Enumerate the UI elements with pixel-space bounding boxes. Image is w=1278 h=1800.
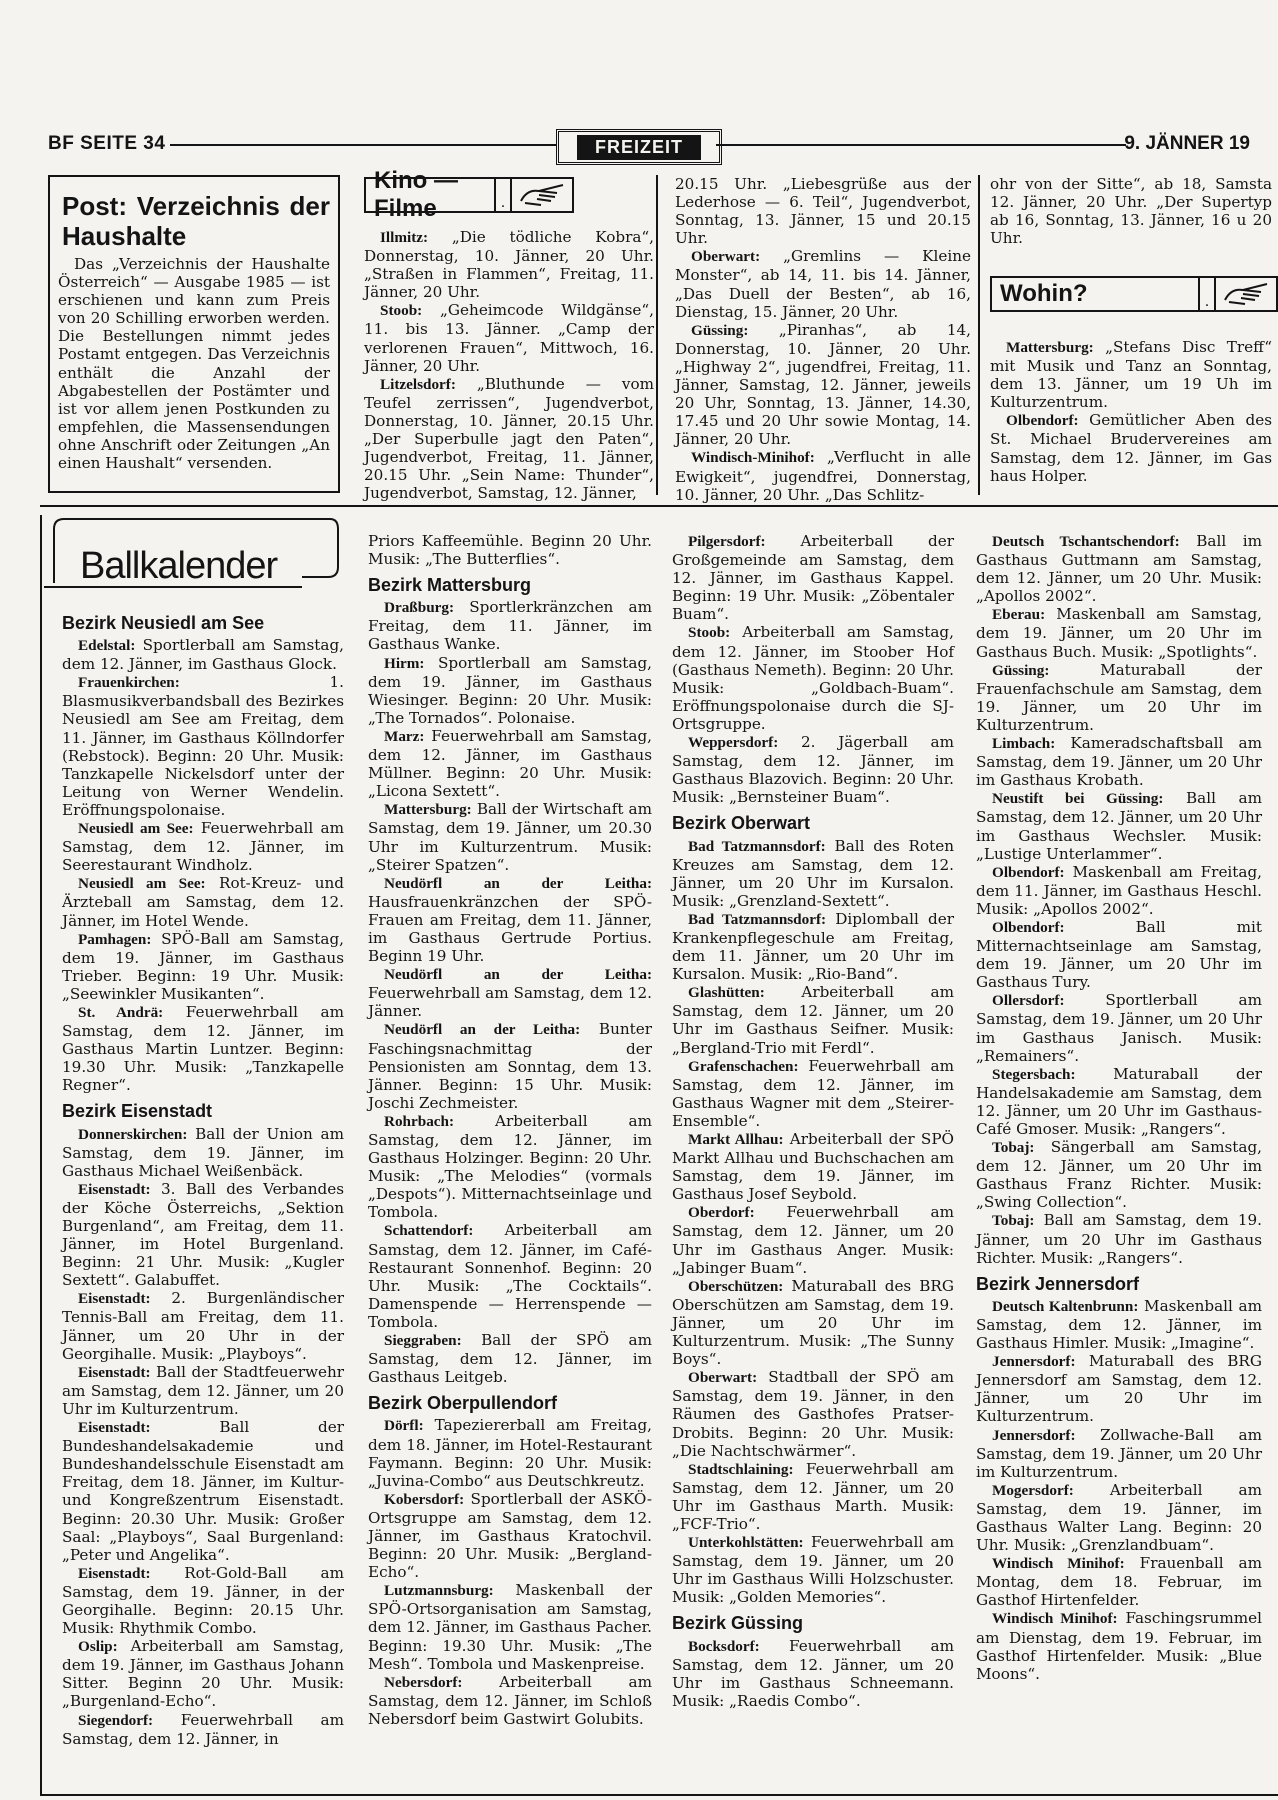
post-body: Das „Verzeichnis der Haushalte Österreich“ — Ausgabe 1985 — ist erschienen und kann zum Preis von 20 Schilling erworben werden. Die Bestellungen nimmt jedes Postamt entgegen. Das Verzeichnis enthält die Anzahl der Abgabestellen der Postämter und ist vor allem jenen Postkunden zu empfehlen, die Massensendungen ohne Anschrift oder Zeitungen „An einen Haushalt“ versenden. — [58, 255, 330, 473]
post-article — [48, 175, 340, 493]
event-place: Eisenstadt: — [78, 1290, 151, 1308]
event-entry — [62, 1637, 344, 1710]
event-place: Dörfl: — [384, 1417, 424, 1435]
event-place: Deutsch Tschantschendorf: — [992, 533, 1180, 550]
event-text: Arbeiterball am Samstag, dem 12. Jänner, im Gasthaus Holzinger. Beginn: 20 Uhr. Musik: „The Melodies“ (vormals „Despots“). Mitternachtseinlage und Tombola. — [368, 1111, 652, 1222]
event-entry — [368, 654, 652, 727]
event-place: Güssing: — [691, 321, 749, 339]
event-text: Ball der SPÖ am Samstag, dem 12. Jänner, im Gasthaus Leitgeb. — [368, 1331, 652, 1387]
event-entry — [672, 837, 954, 910]
event-text: Hausfrauenkränzchen der SPÖ-Frauen am Freitag, dem 11. Jänner, im Gasthaus Gertrude Portius. Beginn 19 Uhr. — [368, 892, 652, 966]
event-entry — [976, 1065, 1262, 1138]
event-entry — [976, 789, 1262, 862]
event-text: Sportlerball am Samstag, dem 19. Jänner, im Gasthaus Wiesinger. Beginn: 20 Uhr. Musik: „The Tornados“. Polonaise. — [368, 653, 652, 727]
event-place: Neudörfl an der Leitha: — [384, 966, 652, 984]
ball-col2-lead: Priors Kaffeemühle. Beginn 20 Uhr. Musik: „The Butterflies“. — [368, 532, 652, 569]
event-entry — [368, 1112, 652, 1222]
event-place: Eisenstadt: — [78, 1363, 151, 1381]
event-text: Ball der Bundeshandelsakademie und Bundeshandelsschule Eisenstadt am Freitag, dem 18. Jänner, im Kultur- und Kongreßzentrum Eisenstadt. Beginn: 20.30 Uhr. Musik: Großer Saal: „Playboys“, Saal Burgenland: „Peter und Angelika“. — [62, 1418, 344, 1564]
event-place: Lutzmannsburg: — [384, 1582, 494, 1600]
event-text: „Verflucht in alle Ewigkeit“, jugendfrei, Donnerstag, 10. Jänner, 20 Uhr. „Das Schlitz- — [675, 448, 971, 504]
event-place: Siegendorf: — [78, 1711, 154, 1729]
event-place: Markt Allhau: — [688, 1131, 784, 1148]
event-place: Stegersbach: — [992, 1065, 1076, 1083]
event-place: Oberdorf: — [688, 1204, 755, 1222]
event-entry — [672, 983, 954, 1056]
event-entry — [62, 1180, 344, 1290]
event-entry — [990, 338, 1272, 411]
event-entry — [976, 1211, 1262, 1266]
event-entry — [368, 800, 652, 873]
event-place: Edelstal: — [78, 637, 136, 655]
bottom-rule — [40, 1794, 1278, 1796]
event-place: Litzelsdorf: — [380, 375, 456, 393]
pointing-hand-icon — [1216, 278, 1276, 310]
event-entry — [672, 1637, 954, 1710]
event-entry — [672, 733, 954, 806]
event-text: Maturaball der Handelsakademie am Samstag, dem 12. Jänner, um 20 Uhr im Gasthaus-Café Gmoser. Musik: „Rangers“. — [976, 1064, 1262, 1138]
event-entry — [990, 411, 1272, 484]
event-place: Oberwart: — [688, 1369, 758, 1387]
event-entry — [675, 321, 971, 449]
event-place: Unterkohlstätten: — [688, 1534, 804, 1552]
event-place: Eberau: — [992, 606, 1046, 624]
event-entry — [672, 1460, 954, 1533]
event-entry — [976, 661, 1262, 734]
event-text: Ball am Samstag, dem 19. Jänner, um 20 Uhr im Gasthaus Richter. Musik: „Rangers“. — [976, 1211, 1262, 1267]
event-text: „Geheimcode Wildgänse“, 11. bis 13. Jänner. „Camp der verlorenen Frauen“, Mittwoch, 16. Jänner, 20 Uhr. — [364, 301, 654, 375]
district-heading: Bezirk Oberwart — [672, 813, 811, 834]
event-text: Ball im Gasthaus Guttmann am Samstag, dem 12. Jänner, um 20 Uhr. Musik: „Apollos 2002“. — [976, 532, 1262, 606]
district-heading: Bezirk Eisenstadt — [62, 1101, 213, 1122]
event-entry — [976, 1481, 1262, 1554]
event-entry — [675, 448, 971, 503]
event-text: Maturaball des BRG Jennersdorf am Samstag, dem 12. Jänner, um 20 Uhr im Kulturzentrum. — [976, 1352, 1262, 1426]
event-entry — [368, 1673, 652, 1728]
event-place: Hirm: — [384, 654, 425, 672]
event-place: Bad Tatzmannsdorf: — [688, 910, 827, 928]
event-entry — [976, 605, 1262, 660]
event-place: Windisch Minihof: — [992, 1610, 1118, 1628]
event-text: Feuerwehrball am Samstag, dem 12. Jänner, im Gasthaus Wagner mit dem „Steirer-Ensemble“. — [672, 1056, 954, 1130]
event-entry — [976, 1554, 1262, 1609]
district-heading: Bezirk Mattersburg — [368, 575, 532, 596]
event-text: Ball der Union am Samstag, dem 19. Jänner, im Gasthaus Michael Weißenbäck. — [62, 1124, 344, 1180]
event-place: Oslip: — [78, 1638, 118, 1656]
event-entry — [368, 1331, 652, 1386]
kino-column-1 — [364, 228, 654, 502]
event-text: Maskenball der SPÖ-Ortsorganisation am Samstag, dem 12. Jänner, im Gasthaus Pacher. Beginn: 19.30 Uhr. Musik: „The Mesh“. Tombola und Maskenpreise. — [368, 1581, 652, 1673]
event-text: „Die tödliche Kobra“, Donnerstag, 10. Jänner, 20 Uhr. „Straßen in Flammen“, Freitag, 11. Jänner, 20 Uhr. — [364, 228, 654, 302]
event-entry — [672, 1277, 954, 1368]
event-text: Ball am Samstag, dem 12. Jänner, um 20 Uhr im Gasthaus Wechsler. Musik: „Lustige Unterlammer“. — [976, 789, 1262, 863]
event-place: Marz: — [384, 727, 425, 745]
post-headline: Post: Verzeichnis der Haushalte — [62, 191, 330, 251]
district-heading: Bezirk Oberpullendorf — [368, 1393, 558, 1414]
section-title: FREIZEIT — [577, 135, 701, 160]
event-place: Donnerskirchen: — [78, 1125, 188, 1143]
event-text: „Bluthunde — vom Teufel zerrissen“, Jugendverbot, Donnerstag, 10. Jänner, 20.15 Uhr. „Der Superbulle jagt den Paten“, Jugendverbot, Freitag, 11. Jänner, 20.15 Uhr. „Sein Name: Thunder“, Jugendverbot, Samstag, 12. Jänner, — [364, 374, 654, 503]
event-entry — [976, 1609, 1262, 1682]
event-text: Ball des Roten Kreuzes am Samstag, dem 12. Jänner, um 20 Uhr im Kursalon. Musik: „Grenzland-Sextett“. — [672, 836, 954, 910]
event-text: Arbeiterball der Großgemeinde am Samstag, dem 12. Jänner, im Gasthaus Kappel. Beginn: 19 Uhr. Musik: „Zöbentaler Buam“. — [672, 532, 954, 624]
header-rule-left — [170, 144, 556, 146]
event-text: Frauenball am Montag, dem 18. Februar, im Gasthof Hirtenfelder. — [976, 1554, 1262, 1610]
ball-column-2 — [368, 532, 652, 1728]
event-entry — [62, 1711, 344, 1748]
event-text: 1. Blasmusikverbandsball des Bezirkes Neusiedl am See am Freitag, dem 11. Jänner, im Gasthaus Köllndorfer (Rebstock). Beginn: 20 Uhr. Musik: Tanzkapelle Nickelsdorf unter der Leitung von Werner Wendelin. Eröffnungspolonaise. — [62, 673, 344, 819]
event-entry — [364, 301, 654, 374]
event-place: Nebersdorf: — [384, 1673, 463, 1691]
event-entry — [368, 874, 652, 965]
event-place: Güssing: — [992, 661, 1050, 679]
event-entry — [368, 1221, 652, 1331]
event-text: Diplomball der Krankenpflegeschule am Freitag, dem 11. Jänner, um 20 Uhr im Kursalon. Musik: „Rio-Band“. — [672, 909, 955, 984]
event-entry — [62, 1003, 344, 1094]
event-text: 2. Jägerball am Samstag, dem 12. Jänner, im Gasthaus Blazovich. Beginn: 20 Uhr. Musik: „Bernsteiner Buam“. — [672, 733, 954, 807]
event-text: Maskenball am Freitag, dem 11. Jänner, im Gasthaus Heschl. Musik: „Apollos 2002“. — [976, 862, 1262, 918]
event-entry — [62, 1289, 344, 1362]
event-place: Neudörfl an der Leitha: — [384, 874, 652, 892]
event-text: „Gremlins — Kleine Monster“, ab 14, 11. bis 14. Jänner, „Das Duell der Besten“, ab 16, Dienstag, 15. Jänner, 20 Uhr. — [675, 247, 971, 321]
event-text: Feuerwehrball am Samstag, dem 12. Jänner, um 20 Uhr im Gasthaus Anger. Musik: „Jabinger Buam“. — [672, 1203, 954, 1277]
event-text: Ball der Stadtfeuerwehr am Samstag, dem 12. Jänner, um 20 Uhr im Kulturzentrum. — [62, 1362, 344, 1418]
event-text: Ball der Wirtschaft am Samstag, dem 19. Jänner, um 20.30 Uhr im Kulturzentrum. Musik: „Steirer Spatzen“. — [368, 800, 652, 874]
district-heading: Bezirk Jennersdorf — [976, 1273, 1140, 1294]
event-place: Illmitz: — [380, 229, 429, 246]
kino-header — [364, 167, 574, 222]
event-place: Neudörfl an der Leitha: — [384, 1021, 581, 1039]
event-place: Stoob: — [688, 624, 731, 642]
kino-dot: . — [496, 179, 512, 211]
event-text: 3. Ball des Verbandes der Köche Österreichs, „Sektion Burgenland“, am Freitag, dem 11. Jänner, im Hotel Burgenland. Beginn: 21 Uhr. Musik: „Kugler Sextett“. Galabuffet. — [62, 1179, 344, 1290]
column-divider — [978, 175, 980, 495]
event-text: Sportlerball am Samstag, dem 12. Jänner, im Gasthaus Glock. — [62, 636, 344, 674]
event-entry — [976, 918, 1262, 991]
section-rule — [40, 505, 1278, 507]
wohin-title: Wohin? — [992, 278, 1200, 310]
event-entry — [672, 623, 954, 733]
ball-column-1 — [62, 606, 344, 1748]
event-place: Tobaj: — [992, 1139, 1035, 1157]
event-text: Feuerwehrball am Samstag, dem 12. Jänner. — [368, 984, 652, 1021]
wohin-dot: . — [1200, 278, 1216, 310]
event-place: Eisenstadt: — [78, 1564, 151, 1582]
event-text: Ball mit Mitternachtseinlage am Samstag, dem 19. Jänner, um 20 Uhr im Gasthaus Tury. — [976, 917, 1262, 992]
event-text: Arbeiterball am Samstag, dem 12. Jänner, im Schloß Nebersdorf beim Gastwirt Golubits. — [368, 1672, 652, 1728]
event-text: „Piranhas“, ab 14, Donnerstag, 10. Jänner, 20 Uhr. „Highway 2“, jugendfrei, Freitag, 11. Jänner, Samstag, 12. Jänner, jeweils 20 Uhr, Sonntag, 13. Jänner, 14.30, 17.45 und 20 Uhr sowie Montag, 14. Jänner, 20 Uhr. — [675, 320, 971, 449]
kino-col2-lead: 20.15 Uhr. „Liebesgrüße aus der Lederhose — 6. Teil“, Jugendverbot, Sonntag, 13. Jänner, 15 und 20.15 Uhr. — [675, 175, 971, 248]
event-text: Bunter Faschingsnachmittag der Pensionisten am Sonntag, dem 13. Jänner. Beginn: 15 Uhr. Musik: Joschi Zechmeister. — [368, 1020, 653, 1112]
event-entry — [62, 1363, 344, 1418]
event-text: Arbeiterball der SPÖ Markt Allhau und Buchschachen am Samstag, dem 19. Jänner, im Gasthaus Josef Seybold. — [672, 1130, 954, 1204]
event-entry — [368, 1416, 652, 1489]
event-text: Feuerwehrball am Samstag, dem 12. Jänner, im Seerestaurant Windholz. — [62, 819, 344, 875]
event-text: Maskenball am Samstag, dem 12. Jänner, im Gasthaus Himler. Musik: „Imagine“. — [976, 1296, 1262, 1353]
event-entry — [368, 1490, 652, 1581]
event-text: 2. Burgenländischer Tennis-Ball am Freitag, dem 11. Jänner, um 20 Uhr in der Georgihalle. Musik: „Playboys“. — [62, 1289, 344, 1363]
event-text: Sängerball am Samstag, dem 12. Jänner, um 20 Uhr im Gasthaus Franz Richter. Musik: „Swing Collection“. — [976, 1138, 1262, 1212]
event-entry — [976, 1352, 1262, 1425]
event-entry — [62, 930, 344, 1003]
event-entry — [368, 965, 652, 1020]
event-text: Feuerwehrball am Samstag, dem 12. Jänner, im Gasthaus Martin Luntzer. Beginn: 19.30 Uhr. Musik: „Tanzkapelle Regner“. — [62, 1002, 345, 1095]
event-entry — [675, 247, 971, 320]
event-place: Neusiedl am See: — [78, 875, 206, 893]
ball-column-3 — [672, 532, 954, 1710]
event-text: Arbeiterball am Samstag, dem 12. Jänner, um 20 Uhr im Gasthaus Seifner. Musik: „Bergland-Trio mit Ferdl“. — [672, 983, 954, 1057]
event-text: Feuerwehrball am Samstag, dem 12. Jänner, um 20 Uhr im Gasthaus Marth. Musik: „FCF-Trio“. — [672, 1459, 954, 1533]
event-place: Neusiedl am See: — [78, 820, 194, 838]
event-place: Frauenkirchen: — [78, 674, 180, 692]
event-entry — [672, 1203, 954, 1276]
wohin-column — [990, 338, 1272, 485]
event-text: Arbeiterball am Samstag, dem 19. Jänner, im Gasthaus Walter Lang. Beginn: 20 Uhr. Musik: „Grenzlandbuam“. — [976, 1480, 1262, 1555]
left-border — [40, 515, 42, 1795]
district-heading: Bezirk Güssing — [672, 1613, 804, 1634]
event-text: Gemütlicher Aben des St. Michael Brudervereines am Samstag, dem 12. Jänner, im Gas haus Holper. — [990, 411, 1272, 485]
event-place: St. Andrä: — [78, 1003, 164, 1021]
event-entry — [976, 532, 1262, 605]
column-divider — [656, 175, 658, 495]
event-place: Mogersdorf: — [992, 1481, 1074, 1499]
event-text: Zollwache-Ball am Samstag, dem 19. Jänner, um 20 Uhr im Kulturzentrum. — [976, 1425, 1262, 1481]
event-entry — [62, 673, 344, 819]
event-place: Pamhagen: — [78, 930, 152, 948]
ballkalender-header — [40, 515, 340, 595]
event-text: Feuerwehrball am Samstag, dem 12. Jänner, im Gasthaus Müllner. Beginn: 20 Uhr. Musik: „Licona Sextett“. — [368, 726, 652, 801]
header-rule-right — [716, 144, 1126, 146]
event-place: Neustift bei Güssing: — [992, 790, 1164, 808]
event-place: Bad Tatzmannsdorf: — [688, 837, 826, 855]
event-entry — [368, 598, 652, 653]
event-entry — [672, 532, 954, 623]
event-text: Arbeiterball am Samstag, dem 19. Jänner, im Gasthaus Johann Sitter. Beginn 20 Uhr. Musik: „Burgenland-Echo“. — [62, 1637, 344, 1711]
section-tab — [556, 129, 722, 165]
event-text: Maskenball am Samstag, dem 19. Jänner, um 20 Uhr im Gasthaus Buch. Musik: „Spotlights“. — [976, 605, 1262, 661]
event-place: Oberwart: — [691, 248, 761, 266]
event-entry — [62, 1564, 344, 1637]
district-heading: Bezirk Neusiedl am See — [62, 613, 265, 633]
event-place: Jennersdorf: — [992, 1353, 1076, 1371]
event-place: Stoob: — [380, 302, 423, 320]
event-place: Grafenschachen: — [688, 1057, 799, 1075]
ballkalender-title: Ballkalender — [80, 545, 278, 587]
event-place: Oberschützen: — [688, 1277, 784, 1295]
event-place: Tobaj: — [992, 1212, 1035, 1230]
event-place: Pilgersdorf: — [688, 533, 766, 550]
event-entry — [62, 1418, 344, 1564]
event-text: Arbeiterball am Samstag, dem 12. Jänner, im Café-Restaurant Sonnenhof. Beginn: 20 Uhr. Musik: „The Cocktails“. Damenspende — Herrenspende — Tombola. — [368, 1221, 652, 1331]
event-entry — [672, 1533, 954, 1606]
event-place: Stadtschlaining: — [688, 1460, 794, 1478]
event-entry — [672, 910, 954, 983]
event-entry — [672, 1368, 954, 1459]
event-entry — [976, 863, 1262, 918]
event-text: Sportlerball der ASKÖ-Ortsgruppe am Samstag, dem 12. Jänner, im Gasthaus Kratochvil. Beginn: 20 Uhr. Musik: „Bergland-Echo“. — [368, 1489, 652, 1582]
event-place: Limbach: — [992, 735, 1056, 753]
event-place: Glashütten: — [688, 984, 765, 1002]
event-entry — [976, 1297, 1262, 1352]
event-entry — [976, 1426, 1262, 1481]
event-entry — [62, 1125, 344, 1180]
event-text: „Stefans Disc Treff“ mit Musik und Tanz an Sonntag, dem 13. Jänner, um 19 Uh im Kulturzentrum. — [990, 338, 1272, 412]
event-text: Stadtball der SPÖ am Samstag, dem 19. Jänner, in den Räumen des Gasthofes Pratser-Drobits. Beginn: 20 Uhr. Musik: „Die Nachtschwärmer“. — [672, 1368, 954, 1460]
event-text: Feuerwehrball am Samstag, dem 19. Jänner, um 20 Uhr im Gasthaus Willi Holzschuster. Musik: „Golden Memories“. — [672, 1533, 954, 1607]
kino-col3-lead: ohr von der Sitte“, ab 18, Samsta 12. Jänner, 20 Uhr. „Der Supertyp ab 16, Sonntag, 13. Jänner, 16 u 20 Uhr. — [990, 175, 1272, 248]
kino-column-2 — [675, 175, 971, 504]
event-place: Mattersburg: — [384, 801, 472, 819]
event-text: Rot-Kreuz- und Ärzteball am Samstag, dem 12. Jänner, im Hotel Wende. — [62, 874, 344, 930]
event-place: Olbendorf: — [1006, 412, 1079, 430]
event-place: Ollersdorf: — [992, 992, 1065, 1010]
event-text: Faschingsrummel am Dienstag, dem 19. Februar, im Gasthof Hirtenfelder. Musik: „Blue Moons“. — [976, 1609, 1262, 1683]
event-entry — [62, 874, 344, 929]
event-text: Maturaball der Frauenfachschule am Samstag, dem 19. Jänner, um 20 Uhr im Kulturzentrum. — [976, 660, 1262, 734]
kino-column-3 — [990, 175, 1272, 247]
event-place: Deutsch Kaltenbrunn: — [992, 1297, 1139, 1315]
event-text: Sportlerball am Samstag, dem 19. Jänner, um 20 Uhr im Gasthaus Janisch. Musik: „Remainers“. — [976, 991, 1262, 1065]
event-place: Schattendorf: — [384, 1222, 474, 1240]
event-text: Arbeiterball am Samstag, dem 12. Jänner, im Stoober Hof (Gasthaus Nemeth). Beginn: 20 Uhr. Musik: „Goldbach-Buam“. Eröffnungspolonaise durch die SJ-Ortsgruppe. — [672, 623, 954, 733]
event-entry — [62, 636, 344, 673]
event-place: Weppersdorf: — [688, 734, 779, 752]
event-place: Windisch-Minihof: — [691, 449, 815, 467]
event-place: Rohrbach: — [384, 1112, 455, 1130]
event-entry — [364, 228, 654, 301]
event-place: Jennersdorf: — [992, 1426, 1076, 1444]
kino-title: Kino — Filme — [366, 179, 496, 211]
event-place: Sieggraben: — [384, 1332, 462, 1350]
issue-date: 9. JÄNNER 19 — [1124, 133, 1250, 154]
event-place: Mattersburg: — [1006, 339, 1094, 356]
event-text: Maturaball des BRG Oberschützen am Samstag, dem 19. Jänner, um 20 Uhr im Kulturzentrum. Musik: „The Sunny Boys“. — [672, 1276, 954, 1369]
event-entry — [976, 1138, 1262, 1211]
event-entry — [62, 819, 344, 874]
event-text: Sportlerkränzchen am Freitag, dem 11. Jänner, im Gasthaus Wanke. — [368, 598, 652, 654]
event-entry — [368, 1581, 652, 1672]
event-text: Feuerwehrball am Samstag, dem 12. Jänner, um 20 Uhr im Gasthaus Schneemann. Musik: „Raedis Combo“. — [672, 1636, 954, 1710]
event-entry — [368, 1020, 652, 1111]
event-place: Olbendorf: — [992, 918, 1065, 936]
event-entry — [976, 734, 1262, 789]
page-number: BF SEITE 34 — [48, 133, 166, 154]
event-text: Tapeziererball am Freitag, dem 18. Jänner, im Hotel-Restaurant Faymann. Beginn: 20 Uhr. Musik: „Juvina-Combo“ aus Deutschkreutz. — [368, 1416, 652, 1490]
event-entry — [364, 375, 654, 503]
event-entry — [672, 1057, 954, 1130]
event-place: Eisenstadt: — [78, 1180, 151, 1198]
event-text: Feuerwehrball am Samstag, dem 12. Jänner, in — [62, 1710, 344, 1748]
event-entry — [672, 1130, 954, 1203]
event-text: Kameradschaftsball am Samstag, dem 19. Jänner, um 20 Uhr im Gasthaus Krobath. — [976, 734, 1262, 790]
event-entry — [976, 991, 1262, 1064]
event-text: SPÖ-Ball am Samstag, dem 19. Jänner, im Gasthaus Trieber. Beginn: 19 Uhr. Musik: „Seewinkler Musikanten“. — [62, 929, 344, 1003]
wohin-header — [990, 276, 1278, 312]
event-text: Rot-Gold-Ball am Samstag, dem 19. Jänner, in der Georgihalle. Beginn: 20.15 Uhr. Musik: Rhythmik Combo. — [62, 1563, 344, 1638]
ball-column-4 — [976, 532, 1262, 1683]
event-place: Olbendorf: — [992, 863, 1065, 881]
event-place: Eisenstadt: — [78, 1419, 151, 1437]
event-place: Windisch Minihof: — [992, 1555, 1125, 1573]
event-place: Draßburg: — [384, 599, 455, 617]
pointing-hand-icon — [512, 179, 572, 211]
event-place: Kobersdorf: — [384, 1490, 465, 1508]
event-place: Bocksdorf: — [688, 1637, 760, 1655]
event-entry — [368, 727, 652, 800]
